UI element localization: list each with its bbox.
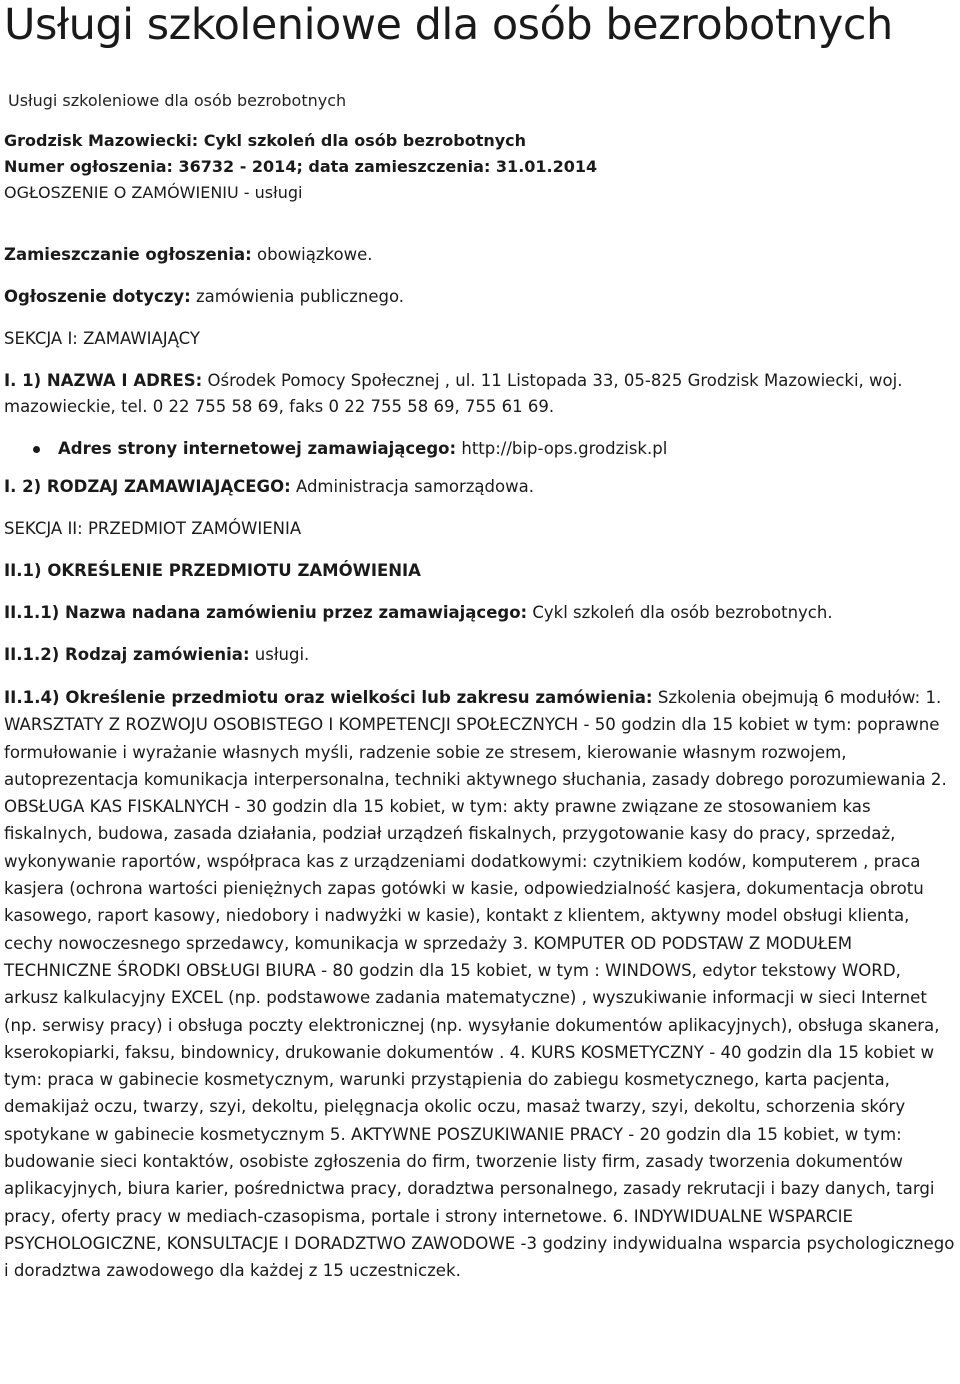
section-2-heading: SEKCJA II: PRZEDMIOT ZAMÓWIENIA	[4, 519, 302, 538]
placement-label: Zamieszczanie ogłoszenia:	[4, 245, 252, 264]
order-scope-value: Szkolenia obejmują 6 modułów: 1. WARSZTATY Z ROZWOJU OSOBISTEGO I KOMPETENCJI SPOŁECZNYCH - 50 godzin dla 15 kobiet w tym: poprawne formułowanie i wyrażanie własnych myśli, radzenie sobie ze stresem, kierowanie własnym rozwojem, autoprezentacja komunikacja interpersonalna, techniki aktywnego słuchania, zasady dobrego porozumiewania 2. OBSŁUGA KAS FISKALNYCH - 30 godzin dla 15 kobiet, w tym: akty prawne związane ze stosowaniem kas fiskalnych, budowa, zasada działania, podział urządzeń fiskalnych, przygotowanie kasy do pracy, sprzedaż, wykonywanie raportów, współpraca kas z urządzeniami dodatkowymi: czytnikiem kodów, komputerem , praca kasjera (ochrona wartości pieniężnych zapas gotówki w kasie, odpowiedzialność kasjera, dokumentacja obrotu kasowego, raport kasowy, niedobory i nadwyżki w kasie), kontakt z klientem, aktywny model obsługi klienta, cechy nowoczesnego sprzedawcy, komunikacja w sprzedaży 3. KOMPUTER OD PODSTAW Z MODUŁEM TECHNICZNE ŚRODKI OBSŁUGI BIURA - 80 godzin dla 15 kobiet, w tym : WINDOWS, edytor tekstowy WORD, arkusz kalkulacyjny EXCEL (np. podstawowe zadania matematyczne) , wyszukiwanie informacji w sieci Internet (np. serwisy pracy) i obsługa poczty elektronicznej (np. wysyłanie dokumentów aplikacyjnych), obsługa skanera, kserokopiarki, faksu, bindownicy, drukowanie dokumentów . 4. KURS KOSMETYCZNY - 40 godzin dla 15 kobiet w tym: praca w gabinecie kosmetycznym, warunki przystąpienia do zabiegu kosmetycznego, karta pacjenta, demakijaż oczu, twarzy, szyi, dekoltu, pielęgnacja okolic oczu, masaż twarzy, szyi, dekoltu, schorzenia skóry spotykane w gabinecie kosmetycznym 5. AKTYWNE POSZUKIWANIE PRACY - 20 godzin dla 15 kobiet, w tym: budowanie sieci kontaktów, osobiste zgłoszenia do firm, tworzenie listy firm, zasady tworzenia dokumentów aplikacyjnych, biura karier, pośrednictwa pracy, doradztwa personalnego, zasady rekrutacji i bazy danych, targi pracy, oferty pracy w mediach-czasopisma, portale i strony internetowe. 6. INDYWIDUALNE WSPARCIE PSYCHOLOGICZNE, KONSULTACJE I DORADZTWO ZAWODOWE -3 godziny indywidualna wsparcia psychologicznego i doradztwa zawodowego dla każdej z 15 uczestniczek.	[4, 688, 955, 1281]
header-number-line: Numer ogłoszenia: 36732 - 2014; data zamieszczenia: 31.01.2014	[4, 157, 598, 176]
order-scope-label: II.1.4) Określenie przedmiotu oraz wielkości lub zakresu zamówienia:	[4, 688, 653, 707]
buyer-type-label: I. 2) RODZAJ ZAMAWIAJĄCEGO:	[4, 477, 291, 496]
order-scope-field	[4, 684, 958, 1285]
order-type-field	[4, 642, 958, 668]
name-address-value: Ośrodek Pomocy Społecznej , ul. 11 Listopada 33, 05-825 Grodzisk Mazowiecki, woj. mazowieckie, tel. 0 22 755 58 69, faks 0 22 755 58 69, 755 61 69.	[4, 371, 903, 416]
document-subtitle: Usługi szkoleniowe dla osób bezrobotnych	[8, 91, 347, 110]
website-list-item	[4, 436, 958, 462]
page-title: Usługi szkoleniowe dla osób bezrobotnych	[4, 0, 893, 50]
order-name-field	[4, 600, 958, 626]
announcement-header	[4, 128, 958, 206]
concerns-label: Ogłoszenie dotyczy:	[4, 287, 191, 306]
header-type-line: OGŁOSZENIE O ZAMÓWIENIU - usługi	[4, 183, 303, 202]
name-address-field	[4, 368, 958, 420]
buyer-type-field	[4, 474, 958, 500]
order-type-value: usługi.	[249, 645, 310, 664]
order-name-value: Cykl szkoleń dla osób bezrobotnych.	[527, 603, 833, 622]
section-1-heading: SEKCJA I: ZAMAWIAJĄCY	[4, 329, 200, 348]
order-name-label: II.1.1) Nazwa nadana zamówieniu przez zamawiającego:	[4, 603, 528, 622]
placement-field	[4, 242, 958, 268]
website-link[interactable]: http://bip-ops.grodzisk.pl	[456, 439, 668, 458]
order-type-label: II.1.2) Rodzaj zamówienia:	[4, 645, 250, 664]
concerns-value: zamówienia publicznego.	[190, 287, 405, 306]
placement-value: obowiązkowe.	[251, 245, 373, 264]
document-page	[4, 0, 958, 1285]
bullet-icon	[33, 446, 40, 453]
website-label: Adres strony internetowej zamawiającego:	[58, 439, 457, 458]
concerns-field	[4, 284, 958, 310]
subject-definition-heading: II.1) OKREŚLENIE PRZEDMIOTU ZAMÓWIENIA	[4, 561, 421, 580]
header-location-line: Grodzisk Mazowiecki: Cykl szkoleń dla osób bezrobotnych	[4, 131, 527, 150]
website-list	[4, 436, 958, 462]
name-address-label: I. 1) NAZWA I ADRES:	[4, 371, 203, 390]
buyer-type-value: Administracja samorządowa.	[290, 477, 534, 496]
